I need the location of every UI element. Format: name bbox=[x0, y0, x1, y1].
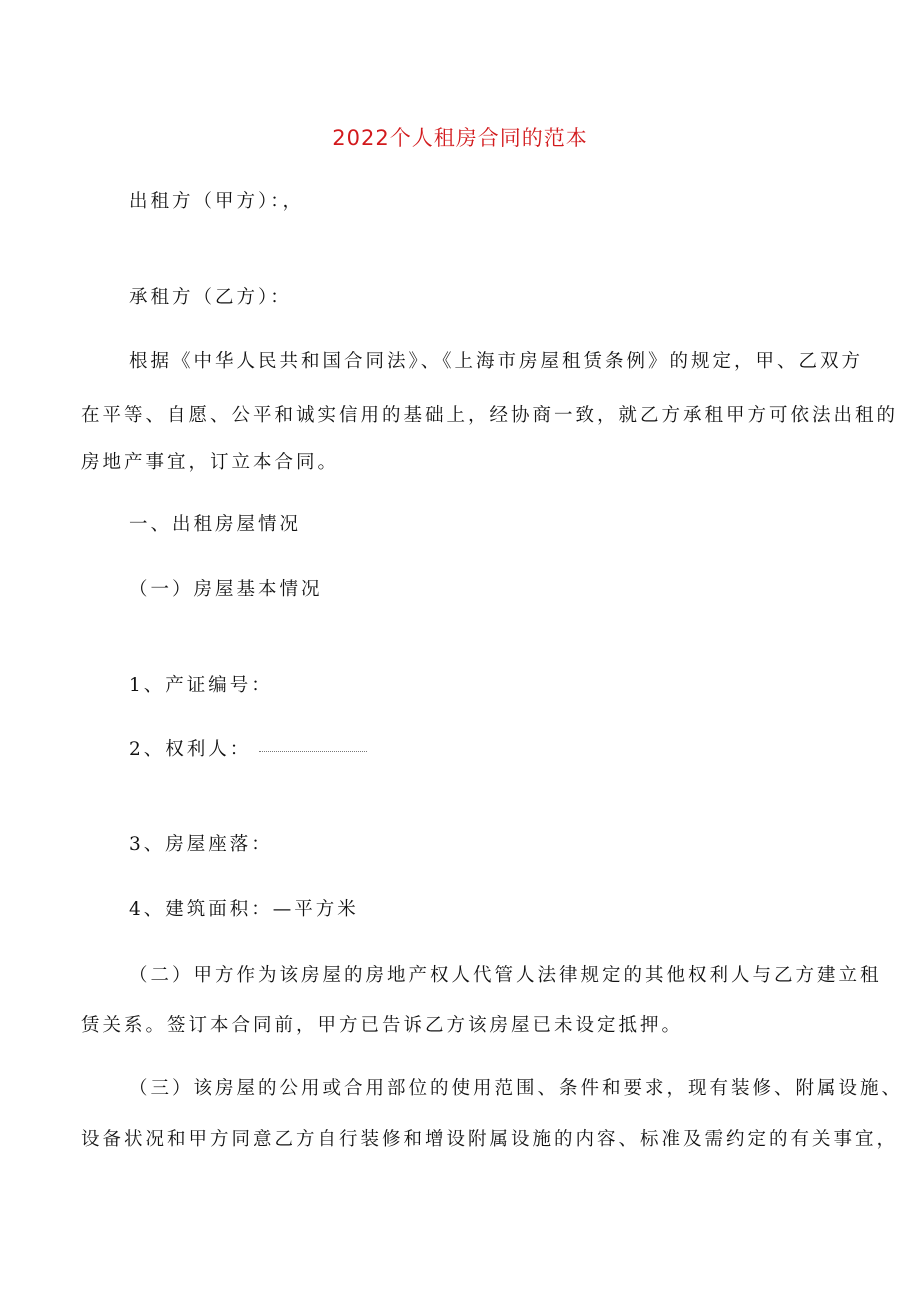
item-location: 3、房屋座落： bbox=[129, 834, 273, 855]
item-rights-holder bbox=[129, 738, 367, 762]
item-certificate-number: 1、产证编号： bbox=[129, 675, 273, 696]
lessor-line: 出租方（甲方）：， bbox=[129, 191, 305, 212]
clause-2-line-1: （二）甲方作为该房屋的房地产权人代管人法律规定的其他权利人与乙方建立租 bbox=[129, 965, 882, 986]
preamble-line-3: 房地产事宜，订立本合同。 bbox=[81, 452, 340, 473]
clause-3-line-1: （三）该房屋的公用或合用部位的使用范围、条件和要求，现有装修、附属设施、 bbox=[129, 1078, 904, 1099]
clause-3-line-2: 设备状况和甲方同意乙方自行装修和增设附属设施的内容、标准及需约定的有关事宜， bbox=[81, 1129, 899, 1150]
item-floor-area: 4、建筑面积：—平方米 bbox=[129, 899, 359, 920]
subsection-heading-1: （一）房屋基本情况 bbox=[129, 579, 323, 600]
document-title: 2022个人租房合同的范本 bbox=[332, 126, 588, 150]
lessee-line: 承租方（乙方）： bbox=[129, 287, 292, 308]
section-heading-1: 一、出租房屋情况 bbox=[129, 514, 302, 535]
item-rights-holder-label: 2、权利人： bbox=[129, 739, 252, 760]
preamble-line-2: 在平等、自愿、公平和诚实信用的基础上，经协商一致，就乙方承租甲方可依法出租的 bbox=[81, 405, 899, 426]
preamble-line-1: 根据《中华人民共和国合同法》、《上海市房屋租赁条例》的规定，甲、乙双方 bbox=[129, 351, 864, 372]
blank-fill-line bbox=[259, 751, 367, 752]
clause-2-line-2: 赁关系。签订本合同前，甲方已告诉乙方该房屋已未设定抵押。 bbox=[81, 1015, 684, 1036]
